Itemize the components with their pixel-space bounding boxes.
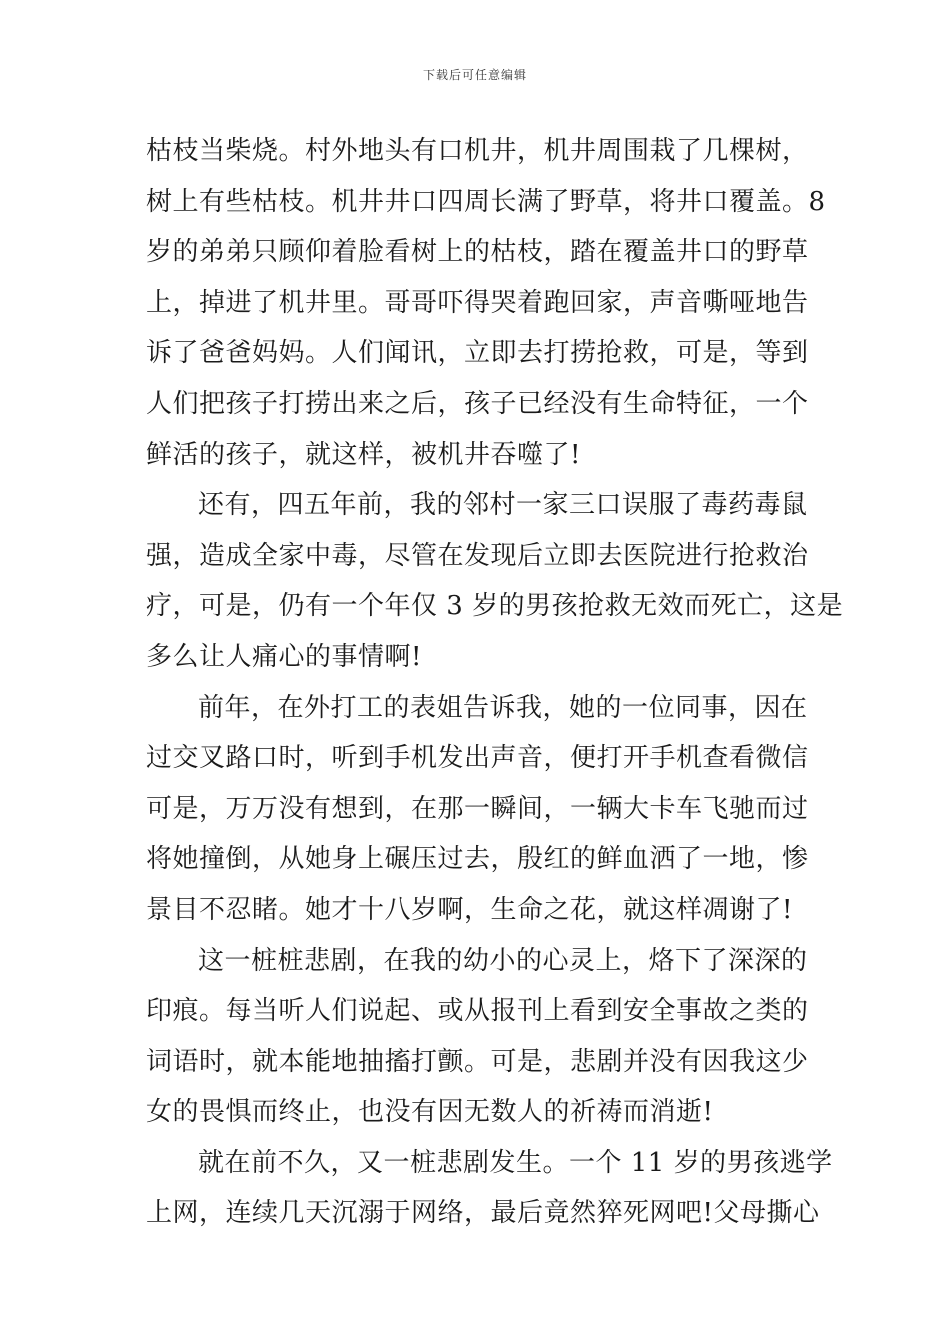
text-line: 将她撞倒，从她身上碾压过去，殷红的鲜血洒了一地，惨 [146, 844, 809, 875]
text-line: 人们把孩子打捞出来之后，孩子已经没有生命特征，一个 [146, 388, 809, 419]
text-line: 词语时，就本能地抽搐打颤。可是，悲剧并没有因我这少 [146, 1046, 809, 1077]
text-line: 景目不忍睹。她才十八岁啊，生命之花，就这样凋谢了! [146, 894, 793, 925]
text-line: 鲜活的孩子，就这样，被机井吞噬了! [146, 439, 581, 470]
text-line: 岁的弟弟只顾仰着脸看树上的枯枝，踏在覆盖井口的野草 [146, 237, 809, 268]
text-line: 树上有些枯枝。机井井口四周长满了野草，将井口覆盖。8 [146, 186, 826, 217]
text-line: 上网，连续几天沉溺于网络，最后竟然猝死网吧!父母撕心 [146, 1198, 820, 1229]
paragraph-start-line: 就在前不久，又一桩悲剧发生。一个 11 岁的男孩逃学 [198, 1147, 833, 1178]
text-line: 多么让人痛心的事情啊! [146, 641, 422, 672]
text-line: 疗，可是，仍有一个年仅 3 岁的男孩抢救无效而死亡，这是 [146, 591, 844, 622]
paragraph-start-line: 这一桩桩悲剧，在我的幼小的心灵上，烙下了深深的 [198, 945, 808, 976]
text-line: 枯枝当柴烧。村外地头有口机井，机井周围栽了几棵树， [146, 136, 809, 166]
body-text [146, 126, 844, 1239]
paragraph-start-line: 还有，四五年前，我的邻村一家三口误服了毒药毒鼠 [198, 490, 808, 521]
text-line: 印痕。每当听人们说起、或从报刊上看到安全事故之类的 [146, 996, 809, 1027]
text-line: 诉了爸爸妈妈。人们闻讯，立即去打捞抢救，可是，等到 [146, 338, 809, 369]
text-line: 强，造成全家中毒，尽管在发现后立即去医院进行抢救治 [146, 540, 809, 571]
page-header: 下载后可任意编辑 [422, 68, 527, 82]
text-line: 女的畏惧而终止，也没有因无数人的祈祷而消逝! [146, 1097, 714, 1128]
paragraph-start-line: 前年，在外打工的表姐告诉我，她的一位同事，因在 [198, 692, 808, 723]
text-line: 上，掉进了机井里。哥哥吓得哭着跑回家，声音嘶哑地告 [146, 287, 809, 318]
text-line: 过交叉路口时，听到手机发出声音，便打开手机查看微信 [146, 743, 809, 774]
text-line: 可是，万万没有想到，在那一瞬间，一辆大卡车飞驰而过 [146, 793, 809, 824]
